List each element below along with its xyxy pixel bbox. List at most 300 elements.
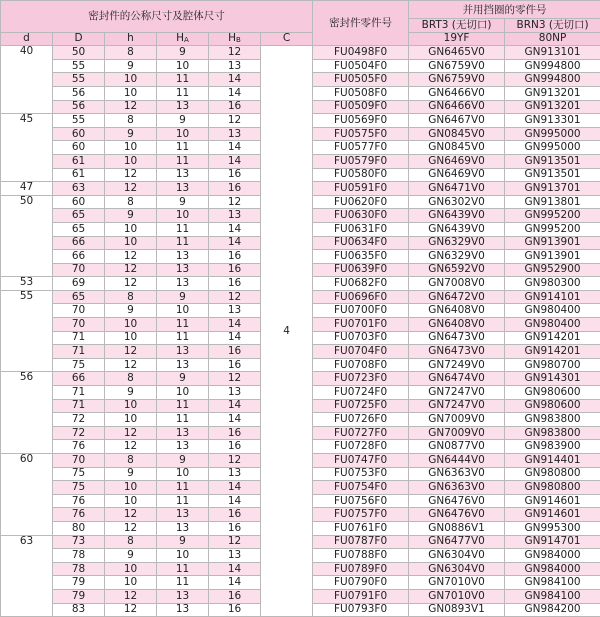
cell-D: 65: [53, 290, 105, 304]
cell-hb: 14: [209, 576, 261, 590]
cell-hb: 16: [209, 358, 261, 372]
cell-hb: 12: [209, 454, 261, 468]
cell-hb: 16: [209, 426, 261, 440]
cell-D: 70: [53, 318, 105, 332]
cell-brn3-part: GN983800: [505, 426, 600, 440]
cell-ha: 11: [157, 86, 209, 100]
cell-h: 8: [105, 114, 157, 128]
cell-hb: 16: [209, 182, 261, 196]
cell-brt3-part: GN6759V0: [409, 73, 505, 87]
cell-D: 55: [53, 114, 105, 128]
cell-hb: 14: [209, 236, 261, 250]
cell-seal-part: FU0505F0: [313, 73, 409, 87]
cell-h: 10: [105, 494, 157, 508]
cell-ha: 10: [157, 386, 209, 400]
cell-ha: 11: [157, 576, 209, 590]
cell-seal-part: FU0723F0: [313, 372, 409, 386]
cell-seal-part: FU0727F0: [313, 426, 409, 440]
cell-brn3-part: GN980600: [505, 399, 600, 413]
cell-ha: 13: [157, 345, 209, 359]
cell-D: 61: [53, 168, 105, 182]
cell-hb: 12: [209, 372, 261, 386]
cell-brn3-part: GN995200: [505, 222, 600, 236]
cell-brt3-part: GN6473V0: [409, 331, 505, 345]
cell-hb: 16: [209, 168, 261, 182]
cell-brt3-part: GN6363V0: [409, 467, 505, 481]
cell-ha: 13: [157, 603, 209, 617]
header-brn3: BRN3 (无切口): [505, 19, 600, 33]
cell-seal-part: FU0787F0: [313, 535, 409, 549]
cell-h: 10: [105, 141, 157, 155]
cell-h: 12: [105, 182, 157, 196]
cell-h: 9: [105, 386, 157, 400]
cell-D: 50: [53, 46, 105, 60]
cell-brt3-part: GN6592V0: [409, 263, 505, 277]
cell-seal-part: FU0635F0: [313, 250, 409, 264]
cell-seal-part: FU0793F0: [313, 603, 409, 617]
cell-hb: 13: [209, 59, 261, 73]
cell-ha: 11: [157, 413, 209, 427]
cell-ha: 9: [157, 454, 209, 468]
cell-D: 56: [53, 100, 105, 114]
cell-ha: 13: [157, 250, 209, 264]
cell-seal-part: FU0790F0: [313, 576, 409, 590]
header-nominal-dimensions: 密封件的公称尺寸及腔体尺寸: [1, 1, 313, 33]
cell-brt3-part: GN6466V0: [409, 86, 505, 100]
cell-d: 47: [1, 182, 53, 196]
cell-brn3-part: GN994800: [505, 59, 600, 73]
cell-h: 12: [105, 426, 157, 440]
cell-brn3-part: GN984000: [505, 562, 600, 576]
cell-D: 76: [53, 494, 105, 508]
cell-hb: 16: [209, 440, 261, 454]
cell-hb: 14: [209, 73, 261, 87]
cell-hb: 16: [209, 277, 261, 291]
cell-brn3-part: GN984100: [505, 576, 600, 590]
cell-brn3-part: GN995000: [505, 141, 600, 155]
cell-h: 12: [105, 100, 157, 114]
cell-seal-part: FU0724F0: [313, 386, 409, 400]
cell-D: 69: [53, 277, 105, 291]
cell-d: 45: [1, 114, 53, 182]
cell-D: 76: [53, 508, 105, 522]
cell-hb: 14: [209, 318, 261, 332]
cell-h: 10: [105, 576, 157, 590]
cell-h: 10: [105, 562, 157, 576]
cell-seal-part: FU0757F0: [313, 508, 409, 522]
cell-brt3-part: GN7009V0: [409, 426, 505, 440]
cell-D: 71: [53, 399, 105, 413]
cell-h: 12: [105, 345, 157, 359]
cell-brn3-part: GN913501: [505, 168, 600, 182]
cell-D: 83: [53, 603, 105, 617]
cell-ha: 13: [157, 358, 209, 372]
cell-brt3-part: GN0845V0: [409, 141, 505, 155]
cell-brn3-part: GN913501: [505, 154, 600, 168]
cell-hb: 13: [209, 386, 261, 400]
cell-ha: 10: [157, 127, 209, 141]
cell-brn3-part: GN980700: [505, 358, 600, 372]
header-col-d: d: [1, 32, 53, 46]
cell-seal-part: FU0704F0: [313, 345, 409, 359]
cell-brt3-part: GN6474V0: [409, 372, 505, 386]
cell-ha: 11: [157, 481, 209, 495]
cell-h: 9: [105, 59, 157, 73]
cell-seal-part: FU0756F0: [313, 494, 409, 508]
cell-ha: 13: [157, 100, 209, 114]
header-80np: 80NP: [505, 32, 600, 46]
cell-brn3-part: GN914201: [505, 345, 600, 359]
cell-brt3-part: GN0845V0: [409, 127, 505, 141]
cell-seal-part: FU0509F0: [313, 100, 409, 114]
cell-D: 72: [53, 426, 105, 440]
cell-h: 9: [105, 209, 157, 223]
cell-brn3-part: GN995000: [505, 127, 600, 141]
cell-ha: 10: [157, 304, 209, 318]
cell-h: 12: [105, 603, 157, 617]
cell-hb: 14: [209, 562, 261, 576]
cell-D: 79: [53, 576, 105, 590]
cell-hb: 12: [209, 535, 261, 549]
cell-ha: 13: [157, 521, 209, 535]
cell-D: 63: [53, 182, 105, 196]
cell-h: 12: [105, 508, 157, 522]
cell-hb: 16: [209, 508, 261, 522]
cell-brt3-part: GN0886V1: [409, 521, 505, 535]
cell-ha: 9: [157, 195, 209, 209]
cell-ha: 9: [157, 372, 209, 386]
cell-h: 10: [105, 413, 157, 427]
cell-ha: 11: [157, 141, 209, 155]
cell-brn3-part: GN995300: [505, 521, 600, 535]
cell-ha: 13: [157, 277, 209, 291]
cell-seal-part: FU0753F0: [313, 467, 409, 481]
cell-seal-part: FU0747F0: [313, 454, 409, 468]
cell-d: 55: [1, 290, 53, 372]
cell-hb: 14: [209, 331, 261, 345]
cell-seal-part: FU0508F0: [313, 86, 409, 100]
cell-seal-part: FU0789F0: [313, 562, 409, 576]
cell-D: 65: [53, 209, 105, 223]
cell-brt3-part: GN6304V0: [409, 549, 505, 563]
cell-brt3-part: GN6759V0: [409, 59, 505, 73]
cell-brn3-part: GN914601: [505, 494, 600, 508]
header-col-h: h: [105, 32, 157, 46]
cell-D: 80: [53, 521, 105, 535]
cell-brn3-part: GN984100: [505, 589, 600, 603]
cell-brn3-part: GN914201: [505, 331, 600, 345]
header-col-D: D: [53, 32, 105, 46]
cell-hb: 14: [209, 399, 261, 413]
header-backup-ring-part-number: 并用挡圈的零件号: [409, 1, 600, 19]
cell-h: 9: [105, 304, 157, 318]
cell-ha: 10: [157, 549, 209, 563]
cell-D: 56: [53, 86, 105, 100]
cell-h: 10: [105, 222, 157, 236]
cell-brt3-part: GN6439V0: [409, 222, 505, 236]
cell-seal-part: FU0634F0: [313, 236, 409, 250]
cell-ha: 10: [157, 209, 209, 223]
cell-hb: 14: [209, 141, 261, 155]
cell-ha: 13: [157, 263, 209, 277]
cell-seal-part: FU0577F0: [313, 141, 409, 155]
cell-d: 40: [1, 46, 53, 114]
cell-hb: 14: [209, 481, 261, 495]
cell-h: 8: [105, 46, 157, 60]
cell-hb: 12: [209, 46, 261, 60]
cell-seal-part: FU0682F0: [313, 277, 409, 291]
cell-h: 8: [105, 372, 157, 386]
cell-brt3-part: GN6329V0: [409, 236, 505, 250]
cell-D: 60: [53, 127, 105, 141]
table-body: [1, 46, 600, 617]
cell-D: 70: [53, 263, 105, 277]
cell-brn3-part: GN914301: [505, 372, 600, 386]
cell-seal-part: FU0569F0: [313, 114, 409, 128]
cell-seal-part: FU0696F0: [313, 290, 409, 304]
cell-h: 12: [105, 263, 157, 277]
cell-seal-part: FU0791F0: [313, 589, 409, 603]
cell-h: 9: [105, 467, 157, 481]
cell-d: 50: [1, 195, 53, 277]
cell-brn3-part: GN983900: [505, 440, 600, 454]
cell-h: 12: [105, 250, 157, 264]
cell-D: 61: [53, 154, 105, 168]
cell-hb: 13: [209, 209, 261, 223]
header-col-c: C: [261, 32, 313, 46]
cell-seal-part: FU0728F0: [313, 440, 409, 454]
cell-brn3-part: GN980300: [505, 277, 600, 291]
cell-h: 12: [105, 589, 157, 603]
cell-h: 12: [105, 440, 157, 454]
cell-hb: 13: [209, 549, 261, 563]
header-col-hb: $H_B$: [209, 32, 261, 46]
header-seal-part-number: 密封件零件号: [313, 1, 409, 46]
cell-d: 60: [1, 454, 53, 536]
cell-D: 70: [53, 304, 105, 318]
cell-brn3-part: GN913901: [505, 250, 600, 264]
cell-brt3-part: GN6477V0: [409, 535, 505, 549]
cell-seal-part: FU0630F0: [313, 209, 409, 223]
cell-brt3-part: GN6465V0: [409, 46, 505, 60]
cell-ha: 11: [157, 318, 209, 332]
header-19yf: 19YF: [409, 32, 505, 46]
cell-D: 66: [53, 236, 105, 250]
cell-ha: 13: [157, 182, 209, 196]
cell-brt3-part: GN6439V0: [409, 209, 505, 223]
cell-brt3-part: GN0877V0: [409, 440, 505, 454]
cell-h: 8: [105, 290, 157, 304]
cell-seal-part: FU0498F0: [313, 46, 409, 60]
cell-seal-part: FU0754F0: [313, 481, 409, 495]
cell-brn3-part: GN914401: [505, 454, 600, 468]
cell-seal-part: FU0579F0: [313, 154, 409, 168]
cell-hb: 16: [209, 250, 261, 264]
table-row: [1, 46, 600, 60]
cell-brn3-part: GN995200: [505, 209, 600, 223]
cell-hb: 14: [209, 413, 261, 427]
cell-brn3-part: GN913101: [505, 46, 600, 60]
cell-h: 9: [105, 549, 157, 563]
cell-seal-part: FU0631F0: [313, 222, 409, 236]
cell-h: 8: [105, 195, 157, 209]
cell-D: 71: [53, 386, 105, 400]
cell-seal-part: FU0701F0: [313, 318, 409, 332]
cell-ha: 11: [157, 73, 209, 87]
cell-D: 75: [53, 358, 105, 372]
cell-ha: 9: [157, 46, 209, 60]
cell-brt3-part: GN7010V0: [409, 576, 505, 590]
cell-brn3-part: GN913701: [505, 182, 600, 196]
cell-ha: 13: [157, 168, 209, 182]
cell-brt3-part: GN6467V0: [409, 114, 505, 128]
cell-ha: 13: [157, 440, 209, 454]
cell-D: 65: [53, 222, 105, 236]
cell-ha: 13: [157, 589, 209, 603]
cell-h: 10: [105, 399, 157, 413]
cell-hb: 12: [209, 195, 261, 209]
cell-h: 12: [105, 521, 157, 535]
cell-h: 10: [105, 236, 157, 250]
cell-brt3-part: GN6329V0: [409, 250, 505, 264]
cell-h: 10: [105, 73, 157, 87]
cell-brt3-part: GN6476V0: [409, 494, 505, 508]
cell-seal-part: FU0788F0: [313, 549, 409, 563]
cell-seal-part: FU0591F0: [313, 182, 409, 196]
cell-D: 75: [53, 481, 105, 495]
cell-hb: 16: [209, 263, 261, 277]
cell-h: 8: [105, 535, 157, 549]
cell-brt3-part: GN6473V0: [409, 345, 505, 359]
cell-brn3-part: GN914101: [505, 290, 600, 304]
cell-seal-part: FU0580F0: [313, 168, 409, 182]
cell-brn3-part: GN980600: [505, 386, 600, 400]
cell-h: 10: [105, 154, 157, 168]
cell-hb: 14: [209, 222, 261, 236]
cell-brt3-part: GN7008V0: [409, 277, 505, 291]
cell-d: 53: [1, 277, 53, 291]
cell-brt3-part: GN7247V0: [409, 386, 505, 400]
cell-brn3-part: GN913301: [505, 114, 600, 128]
cell-D: 78: [53, 562, 105, 576]
cell-D: 75: [53, 467, 105, 481]
cell-hb: 13: [209, 467, 261, 481]
cell-hb: 13: [209, 127, 261, 141]
cell-ha: 11: [157, 222, 209, 236]
cell-h: 10: [105, 331, 157, 345]
cell-D: 72: [53, 413, 105, 427]
cell-D: 78: [53, 549, 105, 563]
cell-seal-part: FU0761F0: [313, 521, 409, 535]
cell-brn3-part: GN984000: [505, 549, 600, 563]
cell-d: 63: [1, 535, 53, 617]
cell-seal-part: FU0726F0: [313, 413, 409, 427]
cell-seal-part: FU0708F0: [313, 358, 409, 372]
cell-hb: 16: [209, 589, 261, 603]
cell-brn3-part: GN980400: [505, 304, 600, 318]
cell-h: 12: [105, 277, 157, 291]
cell-D: 70: [53, 454, 105, 468]
cell-brt3-part: GN6471V0: [409, 182, 505, 196]
cell-brn3-part: GN914601: [505, 508, 600, 522]
header-brt3: BRT3 (无切口): [409, 19, 505, 33]
cell-brn3-part: GN913201: [505, 100, 600, 114]
cell-brt3-part: GN6469V0: [409, 154, 505, 168]
cell-d: 56: [1, 372, 53, 454]
cell-D: 55: [53, 59, 105, 73]
cell-brn3-part: GN983800: [505, 413, 600, 427]
cell-ha: 9: [157, 114, 209, 128]
cell-ha: 11: [157, 399, 209, 413]
cell-brn3-part: GN914701: [505, 535, 600, 549]
cell-ha: 13: [157, 426, 209, 440]
cell-brn3-part: GN980800: [505, 481, 600, 495]
cell-hb: 16: [209, 521, 261, 535]
cell-brt3-part: GN6472V0: [409, 290, 505, 304]
cell-brn3-part: GN994800: [505, 73, 600, 87]
cell-brt3-part: GN0893V1: [409, 603, 505, 617]
cell-ha: 11: [157, 331, 209, 345]
cell-brn3-part: GN913801: [505, 195, 600, 209]
cell-hb: 16: [209, 100, 261, 114]
cell-brn3-part: GN913201: [505, 86, 600, 100]
cell-ha: 9: [157, 290, 209, 304]
cell-D: 79: [53, 589, 105, 603]
cell-ha: 9: [157, 535, 209, 549]
cell-h: 9: [105, 127, 157, 141]
cell-brt3-part: GN6476V0: [409, 508, 505, 522]
cell-D: 73: [53, 535, 105, 549]
cell-hb: 14: [209, 154, 261, 168]
cell-brt3-part: GN6363V0: [409, 481, 505, 495]
cell-h: 10: [105, 481, 157, 495]
header-col-ha: $H_A$: [157, 32, 209, 46]
cell-brt3-part: GN7247V0: [409, 399, 505, 413]
cell-h: 8: [105, 454, 157, 468]
cell-hb: 13: [209, 304, 261, 318]
cell-c: 4: [261, 46, 313, 617]
cell-ha: 11: [157, 562, 209, 576]
cell-brn3-part: GN952900: [505, 263, 600, 277]
cell-ha: 10: [157, 467, 209, 481]
cell-seal-part: FU0504F0: [313, 59, 409, 73]
cell-D: 71: [53, 331, 105, 345]
cell-D: 60: [53, 141, 105, 155]
cell-brn3-part: GN984200: [505, 603, 600, 617]
cell-brn3-part: GN980800: [505, 467, 600, 481]
cell-hb: 16: [209, 345, 261, 359]
cell-seal-part: FU0575F0: [313, 127, 409, 141]
cell-hb: 14: [209, 494, 261, 508]
cell-D: 66: [53, 372, 105, 386]
cell-D: 55: [53, 73, 105, 87]
cell-seal-part: FU0703F0: [313, 331, 409, 345]
cell-brt3-part: GN6304V0: [409, 562, 505, 576]
cell-brt3-part: GN6466V0: [409, 100, 505, 114]
cell-D: 66: [53, 250, 105, 264]
cell-seal-part: FU0725F0: [313, 399, 409, 413]
cell-brt3-part: GN6408V0: [409, 318, 505, 332]
cell-brt3-part: GN7249V0: [409, 358, 505, 372]
table-header: [1, 1, 600, 46]
cell-ha: 10: [157, 59, 209, 73]
cell-brt3-part: GN7010V0: [409, 589, 505, 603]
cell-seal-part: FU0620F0: [313, 195, 409, 209]
cell-brt3-part: GN6408V0: [409, 304, 505, 318]
cell-h: 12: [105, 168, 157, 182]
cell-D: 71: [53, 345, 105, 359]
cell-hb: 16: [209, 603, 261, 617]
